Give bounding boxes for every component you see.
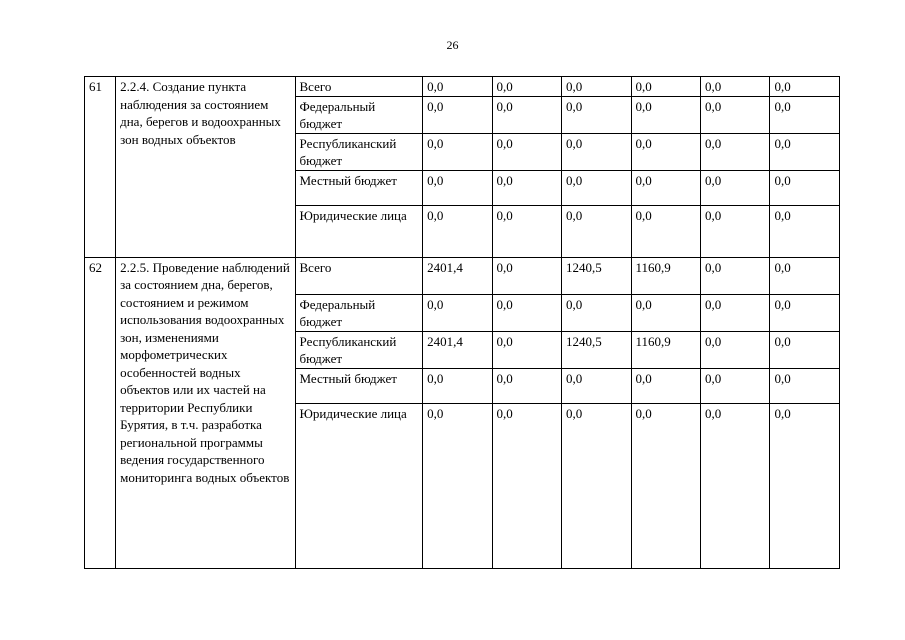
funding-source-cell: Местный бюджет [295,170,423,205]
amount-cell: 0,0 [701,170,770,205]
amount-cell: 0,0 [770,257,840,294]
amount-cell: 0,0 [631,294,700,331]
amount-cell: 0,0 [492,294,561,331]
amount-cell: 0,0 [701,403,770,568]
amount-cell: 0,0 [770,331,840,368]
funding-source-cell: Республиканский бюджет [295,331,423,368]
amount-cell: 0,0 [631,133,700,170]
funding-source-cell: Федеральный бюджет [295,294,423,331]
amount-cell: 0,0 [492,77,561,97]
amount-cell: 1240,5 [562,331,631,368]
activity-title-cell: 2.2.4. Создание пункта наблюдения за состоянием дна, берегов и водоохранных зон водных объектов [116,77,295,258]
amount-cell: 0,0 [770,368,840,403]
amount-cell: 0,0 [631,96,700,133]
amount-cell: 0,0 [492,205,561,257]
amount-cell: 0,0 [423,294,492,331]
amount-cell: 0,0 [562,170,631,205]
amount-cell: 0,0 [701,133,770,170]
activity-title-cell: 2.2.5. Проведение наблюдений за состоянием дна, берегов, состоянием и режимом использования водоохранных зон, изменениями морфометрических особенностей водных объектов или их частей на территории Республики Бурятия, в т.ч. разработка региональной программы ведения государственного мониторинга водных объектов [116,257,295,568]
amount-cell: 0,0 [423,205,492,257]
amount-cell: 0,0 [701,77,770,97]
budget-table [84,76,840,569]
funding-source-cell: Юридические лица [295,403,423,568]
amount-cell: 0,0 [423,403,492,568]
amount-cell: 0,0 [492,331,561,368]
amount-cell: 0,0 [492,403,561,568]
amount-cell: 0,0 [701,257,770,294]
table-row [85,77,840,97]
amount-cell: 2401,4 [423,257,492,294]
row-number-cell: 61 [85,77,116,258]
amount-cell: 0,0 [492,96,561,133]
amount-cell: 0,0 [562,133,631,170]
amount-cell: 0,0 [562,205,631,257]
amount-cell: 1240,5 [562,257,631,294]
funding-source-cell: Федеральный бюджет [295,96,423,133]
amount-cell: 0,0 [631,77,700,97]
budget-table-body [85,77,840,569]
amount-cell: 0,0 [770,205,840,257]
amount-cell: 0,0 [701,96,770,133]
amount-cell: 0,0 [492,257,561,294]
funding-source-cell: Всего [295,257,423,294]
funding-source-cell: Юридические лица [295,205,423,257]
amount-cell: 0,0 [562,77,631,97]
amount-cell: 0,0 [770,170,840,205]
amount-cell: 0,0 [770,294,840,331]
amount-cell: 0,0 [631,205,700,257]
amount-cell: 0,0 [770,96,840,133]
row-number-cell: 62 [85,257,116,568]
amount-cell: 0,0 [562,96,631,133]
amount-cell: 0,0 [492,133,561,170]
amount-cell: 1160,9 [631,331,700,368]
amount-cell: 0,0 [631,403,700,568]
amount-cell: 0,0 [701,294,770,331]
amount-cell: 0,0 [631,368,700,403]
page-number: 26 [446,38,459,52]
amount-cell: 0,0 [562,368,631,403]
amount-cell: 0,0 [562,403,631,568]
amount-cell: 0,0 [701,205,770,257]
amount-cell: 0,0 [770,403,840,568]
amount-cell: 1160,9 [631,257,700,294]
amount-cell: 0,0 [423,96,492,133]
amount-cell: 0,0 [423,170,492,205]
amount-cell: 0,0 [423,368,492,403]
amount-cell: 0,0 [423,133,492,170]
funding-source-cell: Всего [295,77,423,97]
amount-cell: 0,0 [492,170,561,205]
funding-source-cell: Республиканский бюджет [295,133,423,170]
amount-cell: 0,0 [562,294,631,331]
amount-cell: 2401,4 [423,331,492,368]
amount-cell: 0,0 [701,331,770,368]
amount-cell: 0,0 [770,77,840,97]
amount-cell: 0,0 [492,368,561,403]
amount-cell: 0,0 [423,77,492,97]
amount-cell: 0,0 [631,170,700,205]
table-row [85,257,840,294]
funding-source-cell: Местный бюджет [295,368,423,403]
amount-cell: 0,0 [770,133,840,170]
amount-cell: 0,0 [701,368,770,403]
